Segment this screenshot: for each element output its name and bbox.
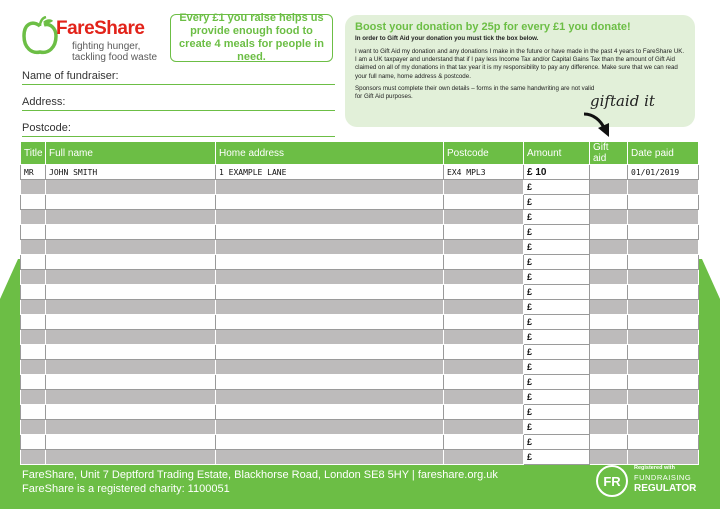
col-amount: Amount: [524, 142, 590, 165]
cell-gift-aid[interactable]: [590, 405, 628, 420]
cell-postcode[interactable]: [444, 225, 524, 240]
col-gift-aid: Gift aid: [590, 142, 628, 165]
cell-title[interactable]: [21, 195, 46, 210]
cell-postcode[interactable]: [444, 360, 524, 375]
table-row: [21, 195, 699, 210]
cell-gift-aid[interactable]: [590, 420, 628, 435]
table-row: [21, 165, 699, 180]
cell-date-paid[interactable]: [628, 315, 699, 330]
table-row: [21, 360, 699, 375]
cell-home-address[interactable]: [216, 300, 444, 315]
impact-message: Every £1 you raise helps us provide enough food to create 4 meals for people in need.: [179, 12, 324, 63]
table-row: [21, 285, 699, 300]
cell-home-address[interactable]: [216, 420, 444, 435]
cell-amount[interactable]: £: [524, 360, 590, 375]
cell-gift-aid[interactable]: [590, 315, 628, 330]
table-row: [21, 225, 699, 240]
cell-title[interactable]: [21, 240, 46, 255]
cell-title[interactable]: [21, 225, 46, 240]
cell-full-name[interactable]: [46, 195, 216, 210]
cell-gift-aid[interactable]: [590, 345, 628, 360]
apple-logo-icon: [22, 16, 58, 56]
table-row: [21, 345, 699, 360]
cell-full-name[interactable]: [46, 450, 216, 465]
cell-gift-aid[interactable]: [590, 435, 628, 450]
cell-postcode[interactable]: [444, 210, 524, 225]
table-row: [21, 315, 699, 330]
cell-title[interactable]: [21, 285, 46, 300]
cell-full-name[interactable]: [46, 345, 216, 360]
cell-home-address[interactable]: [216, 180, 444, 195]
brand-tagline-2: tackling food waste: [72, 52, 158, 63]
cell-amount[interactable]: £: [524, 315, 590, 330]
cell-full-name[interactable]: [46, 375, 216, 390]
cell-amount[interactable]: £: [524, 345, 590, 360]
cell-title[interactable]: [21, 210, 46, 225]
cell-home-address[interactable]: [216, 375, 444, 390]
cell-amount[interactable]: £: [524, 195, 590, 210]
cell-amount[interactable]: £: [524, 210, 590, 225]
cell-home-address[interactable]: [216, 390, 444, 405]
sponsor-table: [20, 141, 699, 465]
cell-title[interactable]: [21, 390, 46, 405]
cell-full-name[interactable]: [46, 405, 216, 420]
arrow-down-icon: [581, 110, 611, 138]
cell-full-name[interactable]: [46, 270, 216, 285]
brand-name: FareShare: [56, 18, 145, 39]
cell-home-address[interactable]: [216, 345, 444, 360]
regulator-line-1: Registered with: [634, 465, 675, 471]
col-postcode: Postcode: [444, 142, 524, 165]
cell-home-address[interactable]: [216, 195, 444, 210]
fundraiser-postcode-label: Postcode:: [22, 122, 71, 134]
cell-home-address[interactable]: [216, 285, 444, 300]
cell-home-address[interactable]: [216, 255, 444, 270]
table-row: [21, 435, 699, 450]
cell-postcode[interactable]: [444, 420, 524, 435]
cell-postcode[interactable]: [444, 195, 524, 210]
cell-title[interactable]: MR: [21, 165, 46, 180]
cell-amount[interactable]: £: [524, 240, 590, 255]
cell-postcode[interactable]: EX4 MPL3: [444, 165, 524, 180]
cell-postcode[interactable]: [444, 375, 524, 390]
table-row: [21, 240, 699, 255]
cell-gift-aid[interactable]: [590, 165, 628, 180]
cell-full-name[interactable]: [46, 435, 216, 450]
cell-postcode[interactable]: [444, 345, 524, 360]
cell-amount[interactable]: £: [524, 405, 590, 420]
cell-gift-aid[interactable]: [590, 225, 628, 240]
table-row: [21, 405, 699, 420]
cell-date-paid[interactable]: [628, 435, 699, 450]
fundraising-regulator-badge: [596, 463, 706, 501]
gift-aid-declaration: I want to Gift Aid my donation and any donations I make in the future or have made in the past 4 years to FareShare UK. I am a UK taxpayer and understand that if I pay less Income Tax and/or Capital Gains Tax than the amount of Gift Aid claimed on all of my donations in that tax year it is my responsibility to pay any difference. Make sure that we can read your full name, home address & postcode.: [355, 48, 685, 80]
cell-postcode[interactable]: [444, 240, 524, 255]
cell-postcode[interactable]: [444, 450, 524, 465]
cell-home-address[interactable]: [216, 450, 444, 465]
table-row: [21, 330, 699, 345]
fundraiser-name-label: Name of fundraiser:: [22, 70, 119, 82]
cell-amount[interactable]: £ 10: [524, 165, 590, 180]
cell-full-name[interactable]: [46, 315, 216, 330]
table-row: [21, 300, 699, 315]
cell-full-name[interactable]: [46, 420, 216, 435]
cell-date-paid[interactable]: [628, 330, 699, 345]
cell-full-name[interactable]: [46, 330, 216, 345]
cell-home-address[interactable]: [216, 210, 444, 225]
col-full-name: Full name: [46, 142, 216, 165]
brand-tagline-1: fighting hunger,: [72, 41, 141, 52]
regulator-line-3: REGULATOR: [634, 483, 697, 494]
cell-gift-aid[interactable]: [590, 360, 628, 375]
cell-title[interactable]: [21, 300, 46, 315]
cell-gift-aid[interactable]: [590, 180, 628, 195]
cell-postcode[interactable]: [444, 255, 524, 270]
gift-aid-box: [345, 15, 695, 127]
cell-title[interactable]: [21, 450, 46, 465]
fundraiser-postcode-field[interactable]: [22, 121, 335, 137]
cell-title[interactable]: [21, 255, 46, 270]
cell-amount[interactable]: £: [524, 435, 590, 450]
cell-full-name[interactable]: [46, 225, 216, 240]
table-row: [21, 180, 699, 195]
cell-gift-aid[interactable]: [590, 255, 628, 270]
cell-full-name[interactable]: [46, 360, 216, 375]
cell-amount[interactable]: £: [524, 180, 590, 195]
cell-title[interactable]: [21, 270, 46, 285]
cell-title[interactable]: [21, 435, 46, 450]
cell-date-paid[interactable]: [628, 240, 699, 255]
fareshare-logo: [22, 14, 162, 63]
impact-message-box: [170, 14, 333, 62]
cell-home-address[interactable]: [216, 270, 444, 285]
cell-date-paid[interactable]: [628, 180, 699, 195]
cell-full-name[interactable]: [46, 300, 216, 315]
cell-gift-aid[interactable]: [590, 210, 628, 225]
cell-postcode[interactable]: [444, 285, 524, 300]
cell-postcode[interactable]: [444, 180, 524, 195]
table-row: [21, 420, 699, 435]
fundraiser-name-field[interactable]: [22, 69, 335, 85]
cell-gift-aid[interactable]: [590, 390, 628, 405]
cell-date-paid[interactable]: [628, 225, 699, 240]
cell-home-address[interactable]: [216, 360, 444, 375]
table-row: [21, 375, 699, 390]
cell-home-address[interactable]: [216, 225, 444, 240]
cell-home-address[interactable]: [216, 405, 444, 420]
cell-date-paid[interactable]: [628, 210, 699, 225]
cell-amount[interactable]: £: [524, 390, 590, 405]
footer-text: [22, 468, 498, 496]
cell-full-name[interactable]: [46, 285, 216, 300]
cell-date-paid[interactable]: [628, 360, 699, 375]
table-header-row: [21, 142, 699, 165]
footer-address: FareShare, Unit 7 Deptford Trading Estate, Blackhorse Road, London SE8 5HY | fareshare.org.uk: [22, 469, 498, 481]
gift-aid-note: Sponsors must complete their own details – forms in the same handwriting are not valid for Gift Aid purposes.: [355, 84, 595, 101]
col-date-paid: Date paid: [628, 142, 699, 165]
cell-amount[interactable]: £: [524, 285, 590, 300]
cell-amount[interactable]: £: [524, 330, 590, 345]
col-home-address: Home address: [216, 142, 444, 165]
cell-gift-aid[interactable]: [590, 285, 628, 300]
table-row: [21, 270, 699, 285]
cell-postcode[interactable]: [444, 330, 524, 345]
cell-title[interactable]: [21, 315, 46, 330]
cell-full-name[interactable]: [46, 210, 216, 225]
cell-amount[interactable]: £: [524, 300, 590, 315]
cell-home-address[interactable]: [216, 330, 444, 345]
cell-title[interactable]: [21, 375, 46, 390]
cell-gift-aid[interactable]: [590, 270, 628, 285]
cell-amount[interactable]: £: [524, 420, 590, 435]
cell-title[interactable]: [21, 420, 46, 435]
cell-gift-aid[interactable]: [590, 375, 628, 390]
cell-gift-aid[interactable]: [590, 300, 628, 315]
cell-home-address[interactable]: 1 EXAMPLE LANE: [216, 165, 444, 180]
cell-postcode[interactable]: [444, 270, 524, 285]
cell-home-address[interactable]: [216, 315, 444, 330]
cell-date-paid[interactable]: [628, 345, 699, 360]
cell-date-paid[interactable]: [628, 300, 699, 315]
col-title: Title: [21, 142, 46, 165]
cell-title[interactable]: [21, 180, 46, 195]
cell-postcode[interactable]: [444, 300, 524, 315]
regulator-line-2: FUNDRAISING: [634, 473, 692, 482]
cell-postcode[interactable]: [444, 315, 524, 330]
cell-amount[interactable]: £: [524, 450, 590, 465]
cell-full-name[interactable]: [46, 240, 216, 255]
cell-date-paid[interactable]: [628, 285, 699, 300]
footer-notch-left: [0, 259, 18, 299]
gift-aid-subtitle: In order to Gift Aid your donation you must tick the box below.: [355, 35, 539, 42]
fr-badge-icon: FR: [596, 465, 628, 497]
cell-title[interactable]: [21, 360, 46, 375]
table-row: [21, 390, 699, 405]
footer-notch-right: [702, 259, 720, 299]
cell-gift-aid[interactable]: [590, 330, 628, 345]
cell-title[interactable]: [21, 405, 46, 420]
cell-date-paid[interactable]: [628, 390, 699, 405]
cell-full-name[interactable]: JOHN SMITH: [46, 165, 216, 180]
cell-amount[interactable]: £: [524, 225, 590, 240]
cell-home-address[interactable]: [216, 240, 444, 255]
gift-aid-title: Boost your donation by 25p for every £1 you donate!: [355, 21, 631, 33]
cell-date-paid[interactable]: [628, 375, 699, 390]
cell-date-paid[interactable]: [628, 405, 699, 420]
cell-title[interactable]: [21, 330, 46, 345]
fundraiser-address-field[interactable]: [22, 95, 335, 111]
table-row: [21, 210, 699, 225]
giftaid-logo: giftaid it: [590, 92, 655, 110]
cell-home-address[interactable]: [216, 435, 444, 450]
cell-date-paid[interactable]: [628, 420, 699, 435]
cell-amount[interactable]: £: [524, 270, 590, 285]
cell-date-paid[interactable]: [628, 270, 699, 285]
cell-date-paid[interactable]: 01/01/2019: [628, 165, 699, 180]
footer-charity-number: FareShare is a registered charity: 1100051: [22, 483, 230, 495]
cell-title[interactable]: [21, 345, 46, 360]
cell-gift-aid[interactable]: [590, 240, 628, 255]
cell-full-name[interactable]: [46, 255, 216, 270]
cell-date-paid[interactable]: [628, 195, 699, 210]
cell-date-paid[interactable]: [628, 255, 699, 270]
fundraiser-address-label: Address:: [22, 96, 66, 108]
cell-amount[interactable]: £: [524, 255, 590, 270]
cell-postcode[interactable]: [444, 435, 524, 450]
cell-postcode[interactable]: [444, 390, 524, 405]
cell-full-name[interactable]: [46, 180, 216, 195]
cell-full-name[interactable]: [46, 390, 216, 405]
cell-postcode[interactable]: [444, 405, 524, 420]
cell-amount[interactable]: £: [524, 375, 590, 390]
table-row: [21, 255, 699, 270]
cell-gift-aid[interactable]: [590, 195, 628, 210]
